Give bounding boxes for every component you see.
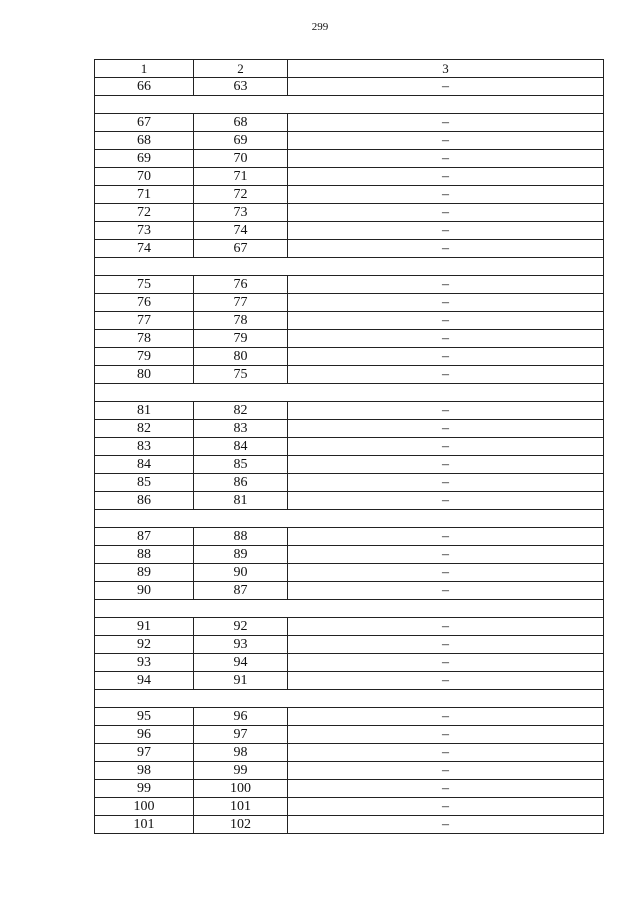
table-row	[95, 330, 604, 348]
table-cell-col2: 91	[194, 672, 288, 690]
group-separator-row	[95, 96, 604, 114]
table-row	[95, 564, 604, 582]
table-cell-col2: 85	[194, 456, 288, 474]
table-cell-col1: 99	[95, 780, 194, 798]
table-cell-col1: 77	[95, 312, 194, 330]
table-cell-col3: –	[288, 186, 604, 204]
table-row	[95, 78, 604, 96]
table-row	[95, 366, 604, 384]
table-cell-col2: 79	[194, 330, 288, 348]
table-cell-col2: 100	[194, 780, 288, 798]
table-cell-col2: 102	[194, 816, 288, 834]
table-cell-col1: 68	[95, 132, 194, 150]
table-cell-col2: 71	[194, 168, 288, 186]
table-cell-col3: –	[288, 78, 604, 96]
table-cell-col3: –	[288, 816, 604, 834]
table-cell-col1: 67	[95, 114, 194, 132]
table-cell-col3: –	[288, 240, 604, 258]
table-body	[95, 60, 604, 834]
table-cell-col3: –	[288, 438, 604, 456]
table-cell-col1: 101	[95, 816, 194, 834]
table-row	[95, 618, 604, 636]
table-cell-col2: 87	[194, 582, 288, 600]
table-cell-col3: –	[288, 474, 604, 492]
table-cell-col2: 78	[194, 312, 288, 330]
table-cell-col1: 88	[95, 546, 194, 564]
table-cell-col1: 82	[95, 420, 194, 438]
table-cell-col3: –	[288, 150, 604, 168]
table-cell-col3: –	[288, 204, 604, 222]
group-separator-row	[95, 384, 604, 402]
table-cell-col3: –	[288, 672, 604, 690]
table-row	[95, 528, 604, 546]
table-cell-col2: 86	[194, 474, 288, 492]
table-cell-col2: 73	[194, 204, 288, 222]
table-cell-col1: 72	[95, 204, 194, 222]
table-cell-col1: 76	[95, 294, 194, 312]
table-cell-col1: 92	[95, 636, 194, 654]
table-cell-col3: –	[288, 402, 604, 420]
table-cell-col1: 94	[95, 672, 194, 690]
group-separator-row	[95, 510, 604, 528]
table-row	[95, 654, 604, 672]
table-cell-col1: 70	[95, 168, 194, 186]
table-cell-col2: 94	[194, 654, 288, 672]
table-cell-col1: 75	[95, 276, 194, 294]
table-cell-col2: 63	[194, 78, 288, 96]
table-cell-col1: 98	[95, 762, 194, 780]
table-cell-col1: 87	[95, 528, 194, 546]
table-cell-col1: 89	[95, 564, 194, 582]
table-row	[95, 672, 604, 690]
table-cell-col3: –	[288, 726, 604, 744]
table-cell-col1: 74	[95, 240, 194, 258]
table-cell-col1: 91	[95, 618, 194, 636]
table-row	[95, 546, 604, 564]
table-cell-col2: 69	[194, 132, 288, 150]
table-cell-col3: –	[288, 582, 604, 600]
table-cell-col3: –	[288, 618, 604, 636]
header-cell-col3: 3	[288, 60, 604, 78]
table-cell-col2: 92	[194, 618, 288, 636]
table-cell-col2: 70	[194, 150, 288, 168]
table-cell-col1: 78	[95, 330, 194, 348]
group-separator-cell	[95, 258, 604, 276]
table-row	[95, 456, 604, 474]
table-row	[95, 348, 604, 366]
table-cell-col2: 67	[194, 240, 288, 258]
header-cell-col2: 2	[194, 60, 288, 78]
table-cell-col1: 85	[95, 474, 194, 492]
table-row	[95, 222, 604, 240]
table-cell-col2: 77	[194, 294, 288, 312]
table-cell-col2: 93	[194, 636, 288, 654]
table-cell-col2: 97	[194, 726, 288, 744]
table-cell-col2: 82	[194, 402, 288, 420]
group-separator-cell	[95, 690, 604, 708]
table-row	[95, 276, 604, 294]
table-cell-col2: 75	[194, 366, 288, 384]
table-cell-col1: 93	[95, 654, 194, 672]
table-cell-col3: –	[288, 492, 604, 510]
table-cell-col1: 83	[95, 438, 194, 456]
data-table	[94, 59, 604, 834]
table-row	[95, 402, 604, 420]
table-cell-col2: 72	[194, 186, 288, 204]
table-header-row	[95, 60, 604, 78]
table-row	[95, 438, 604, 456]
table-cell-col3: –	[288, 780, 604, 798]
table-cell-col3: –	[288, 330, 604, 348]
table-row	[95, 186, 604, 204]
table-cell-col2: 83	[194, 420, 288, 438]
table-cell-col2: 96	[194, 708, 288, 726]
table-cell-col3: –	[288, 546, 604, 564]
table-cell-col2: 101	[194, 798, 288, 816]
table-cell-col1: 66	[95, 78, 194, 96]
table-cell-col3: –	[288, 564, 604, 582]
table-row	[95, 492, 604, 510]
table-cell-col1: 69	[95, 150, 194, 168]
table-cell-col2: 99	[194, 762, 288, 780]
table-cell-col1: 84	[95, 456, 194, 474]
table-cell-col3: –	[288, 276, 604, 294]
table-cell-col3: –	[288, 132, 604, 150]
table-cell-col2: 84	[194, 438, 288, 456]
table-row	[95, 726, 604, 744]
table-row	[95, 780, 604, 798]
table-cell-col3: –	[288, 420, 604, 438]
header-cell-col1: 1	[95, 60, 194, 78]
table-row	[95, 582, 604, 600]
table-row	[95, 240, 604, 258]
table-cell-col3: –	[288, 744, 604, 762]
table-cell-col3: –	[288, 294, 604, 312]
table-cell-col3: –	[288, 312, 604, 330]
table-cell-col1: 71	[95, 186, 194, 204]
table-row	[95, 132, 604, 150]
table-cell-col1: 97	[95, 744, 194, 762]
table-cell-col2: 80	[194, 348, 288, 366]
table-cell-col1: 79	[95, 348, 194, 366]
table-cell-col2: 98	[194, 744, 288, 762]
table-cell-col2: 89	[194, 546, 288, 564]
table-row	[95, 114, 604, 132]
table-row	[95, 150, 604, 168]
group-separator-cell	[95, 384, 604, 402]
group-separator-row	[95, 690, 604, 708]
table-cell-col1: 86	[95, 492, 194, 510]
table-row	[95, 708, 604, 726]
group-separator-cell	[95, 600, 604, 618]
table-cell-col3: –	[288, 762, 604, 780]
group-separator-cell	[95, 96, 604, 114]
table-cell-col1: 95	[95, 708, 194, 726]
table-cell-col2: 81	[194, 492, 288, 510]
table-cell-col2: 74	[194, 222, 288, 240]
table-cell-col1: 100	[95, 798, 194, 816]
table-cell-col3: –	[288, 366, 604, 384]
table-row	[95, 312, 604, 330]
table-cell-col2: 90	[194, 564, 288, 582]
table-cell-col3: –	[288, 798, 604, 816]
table-cell-col1: 81	[95, 402, 194, 420]
table-row	[95, 204, 604, 222]
table-row	[95, 168, 604, 186]
table-cell-col3: –	[288, 456, 604, 474]
table-row	[95, 474, 604, 492]
table-row	[95, 798, 604, 816]
table-cell-col1: 73	[95, 222, 194, 240]
group-separator-row	[95, 258, 604, 276]
group-separator-cell	[95, 510, 604, 528]
table-cell-col1: 80	[95, 366, 194, 384]
group-separator-row	[95, 600, 604, 618]
table-row	[95, 744, 604, 762]
page-number: 299	[311, 21, 329, 33]
table-cell-col2: 88	[194, 528, 288, 546]
table-cell-col3: –	[288, 348, 604, 366]
table-cell-col2: 76	[194, 276, 288, 294]
table-row	[95, 816, 604, 834]
table-cell-col3: –	[288, 168, 604, 186]
table-row	[95, 420, 604, 438]
table-cell-col3: –	[288, 636, 604, 654]
table-row	[95, 636, 604, 654]
table-cell-col3: –	[288, 528, 604, 546]
table-row	[95, 294, 604, 312]
table-cell-col3: –	[288, 222, 604, 240]
table-row	[95, 762, 604, 780]
table-cell-col3: –	[288, 654, 604, 672]
table-cell-col3: –	[288, 708, 604, 726]
table-cell-col1: 96	[95, 726, 194, 744]
table-cell-col2: 68	[194, 114, 288, 132]
table-cell-col3: –	[288, 114, 604, 132]
table-cell-col1: 90	[95, 582, 194, 600]
